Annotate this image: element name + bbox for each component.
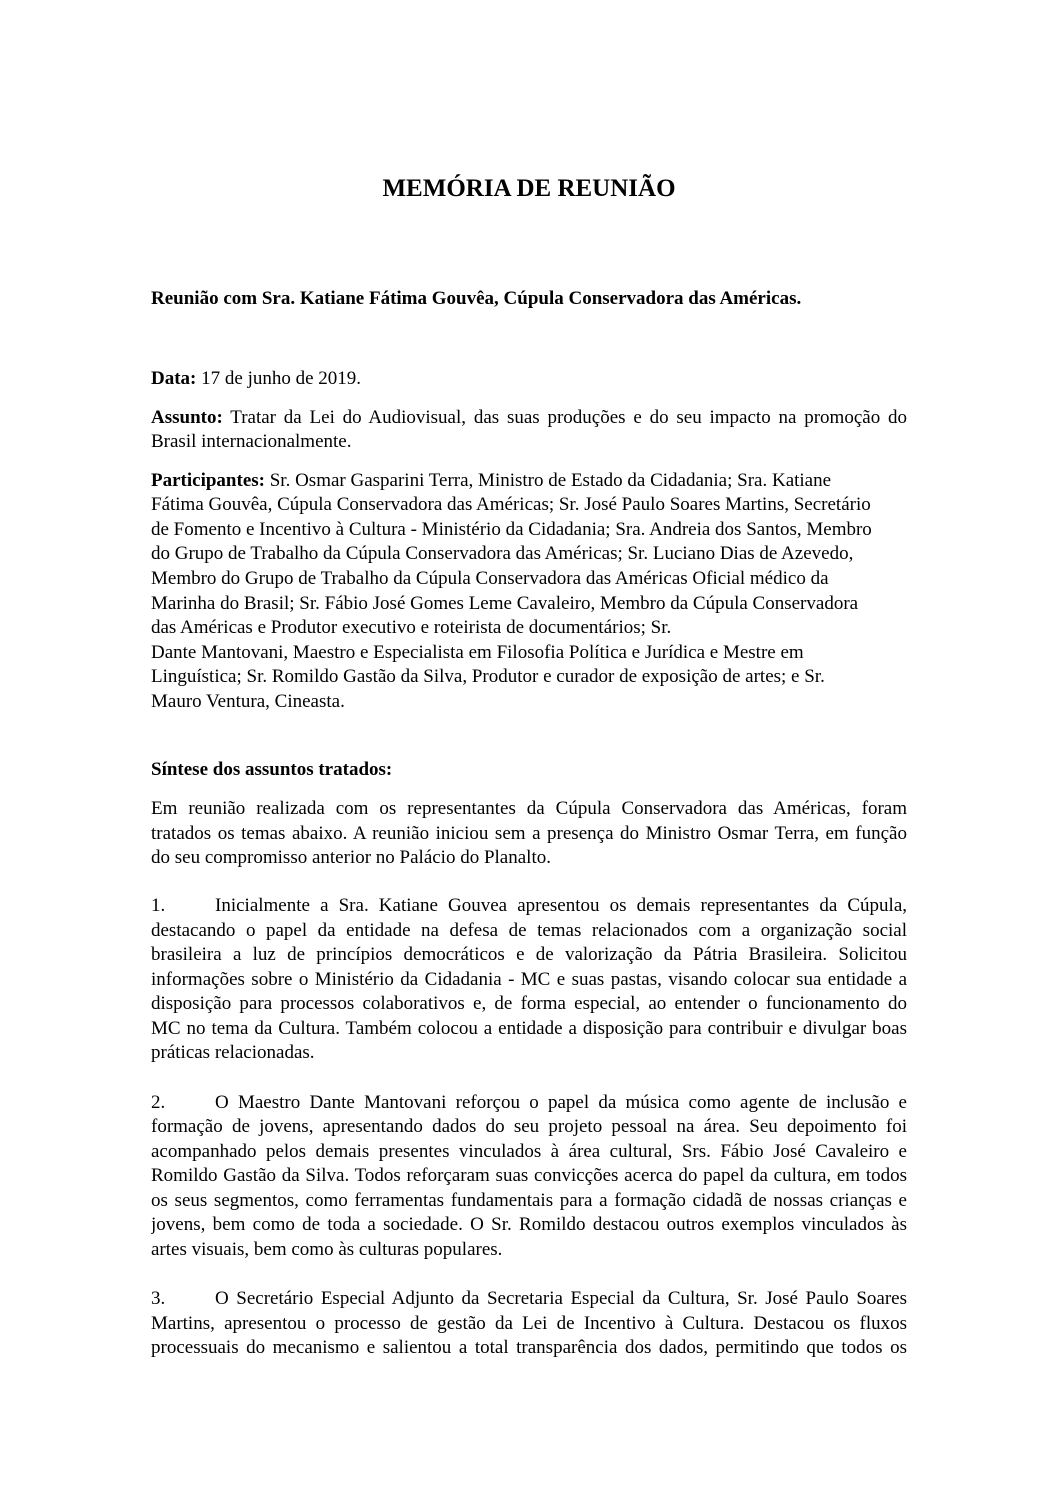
item2-line-2: formação de jovens, apresentando dados do seu projeto pessoal na área. Seu depoimento foi (151, 1116, 907, 1137)
subject-line-2: Brasil internacionalmente. (151, 431, 352, 452)
item3-line-1 (151, 1287, 907, 1311)
participants-line-9: Linguística; Sr. Romildo Gastão da Silva, Produtor e curador de exposição de artes; e Sr. (151, 666, 825, 687)
item1-text-1: Inicialmente a Sra. Katiane Gouvea apresentou os demais representantes da Cúpula, (215, 895, 907, 916)
participants-line-5: Membro do Grupo de Trabalho da Cúpula Conservadora das Américas Oficial médico da (151, 568, 829, 589)
item1-line-6: MC no tema da Cultura. Também colocou a entidade a disposição para contribuir e divulgar boas (151, 1018, 907, 1039)
participants-label: Participantes: (151, 470, 265, 491)
date-value: 17 de junho de 2019. (196, 368, 362, 389)
item1-line-3: brasileira a luz de princípios democráticos e de valorização da Pátria Brasileira. Solicitou (151, 944, 907, 965)
item2-line-6: jovens, bem como de toda a sociedade. O Sr. Romildo destacou outros exemplos vinculados às (151, 1214, 907, 1235)
item1-line-7: práticas relacionadas. (151, 1042, 315, 1063)
participants-line-7: das Américas e Produtor executivo e roteirista de documentários; Sr. (151, 617, 672, 638)
document-title: MEMÓRIA DE REUNIÃO (382, 175, 676, 202)
item3-line-3: processuais do mecanismo e salientou a total transparência dos dados, permitindo que todos os (151, 1337, 907, 1358)
item2-line-3: acompanhado pelos demais presentes vinculados à área cultural, Srs. Fábio José Cavaleiro e (151, 1141, 907, 1162)
participants-text-1: Sr. Osmar Gasparini Terra, Ministro de Estado da Cidadania; Sra. Katiane (264, 470, 832, 491)
intro-line-3: do seu compromisso anterior no Palácio do Planalto. (151, 847, 551, 868)
participants-line-3: de Fomento e Incentivo à Cultura - Ministério da Cidadania; Sra. Andreia dos Santos, Membro (151, 519, 872, 540)
item1-number: 1. (151, 895, 166, 916)
intro-line-2: tratados os temas abaixo. A reunião iniciou sem a presença do Ministro Osmar Terra, em função (151, 823, 907, 844)
item1-line-4: informações sobre o Ministério da Cidadania - MC e suas pastas, visando colocar sua entidade a (151, 969, 907, 990)
summary-heading: Síntese dos assuntos tratados: (151, 759, 393, 780)
participants-line-4: do Grupo de Trabalho da Cúpula Conservadora das Américas; Sr. Luciano Dias de Azevedo, (151, 543, 854, 564)
item2-line-1 (151, 1091, 907, 1115)
item1-line-1 (151, 894, 907, 918)
participants-line-10: Mauro Ventura, Cineasta. (151, 691, 345, 712)
item2-line-4: Romildo Gastão da Silva. Todos reforçaram suas convicções acerca do papel da cultura, em todos (151, 1165, 907, 1186)
participants-line-6: Marinha do Brasil; Sr. Fábio José Gomes Leme Cavaleiro, Membro da Cúpula Conservadora (151, 593, 859, 614)
date-line (151, 367, 361, 391)
item1-line-5: disposição para processos colaborativos e, de forma especial, ao entender o funcionamento do (151, 993, 907, 1014)
item2-line-5: os seus segmentos, como ferramentas fundamentais para a formação cidadã de nossas crianças e (151, 1190, 907, 1211)
meeting-subtitle: Reunião com Sra. Katiane Fátima Gouvêa, Cúpula Conservadora das Américas. (151, 288, 802, 309)
participants-line-1 (151, 469, 831, 493)
item3-line-2: Martins, apresentou o processo de gestão da Lei de Incentivo à Cultura. Destacou os fluxos (151, 1313, 907, 1334)
subject-text-1: Tratar da Lei do Audiovisual, das suas produções e do seu impacto na promoção do (222, 407, 907, 428)
item2-text-1: O Maestro Dante Mantovani reforçou o papel da música como agente de inclusão e (215, 1092, 907, 1113)
subject-line-1 (151, 406, 907, 430)
participants-line-8: Dante Mantovani, Maestro e Especialista em Filosofia Política e Jurídica e Mestre em (151, 642, 804, 663)
participants-line-2: Fátima Gouvêa, Cúpula Conservadora das Américas; Sr. José Paulo Soares Martins, Secretário (151, 494, 871, 515)
date-label: Data: (151, 368, 197, 389)
subject-label: Assunto: (151, 407, 223, 428)
item2-number: 2. (151, 1092, 166, 1113)
intro-line-1: Em reunião realizada com os representantes da Cúpula Conservadora das Américas, foram (151, 798, 907, 819)
item3-text-1: O Secretário Especial Adjunto da Secretaria Especial da Cultura, Sr. José Paulo Soares (215, 1288, 907, 1309)
item1-line-2: destacando o papel da entidade na defesa de temas relacionados com a organização social (151, 920, 907, 941)
item3-number: 3. (151, 1288, 166, 1309)
item2-line-7: artes visuais, bem como às culturas populares. (151, 1239, 503, 1260)
